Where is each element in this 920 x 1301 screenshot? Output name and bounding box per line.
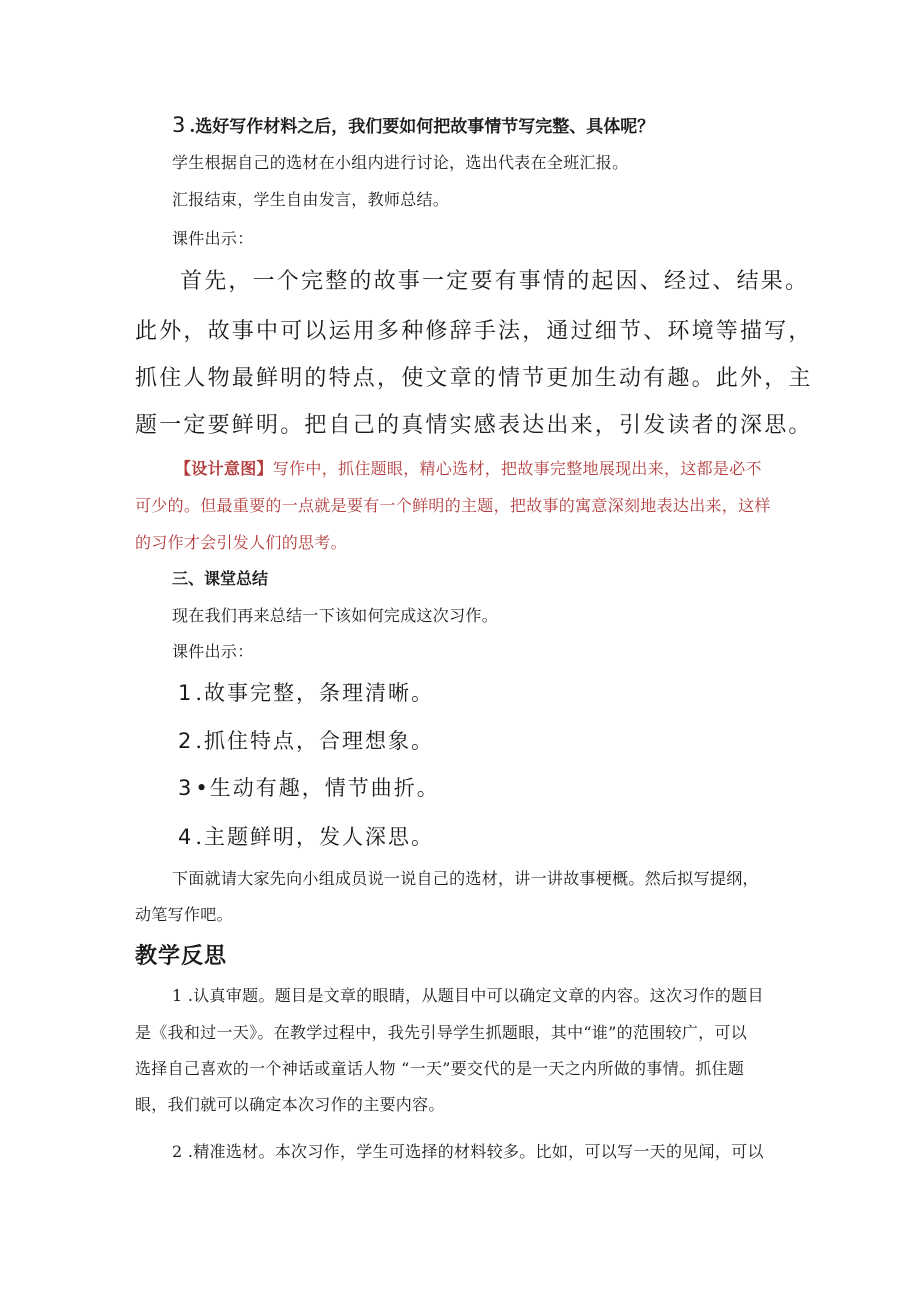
design-intent-line: 的习作才会引发人们的思考。 (135, 533, 347, 552)
paragraph: 动笔写作吧。 (135, 905, 233, 924)
paragraph: 汇报结束，学生自由发言，教师总结。 (172, 190, 450, 209)
courseware-label: 课件出示： (172, 229, 254, 248)
reflection-paragraph: 眼，我们就可以确定本次习作的主要内容。 (135, 1095, 445, 1114)
list-item-text: .主题鲜明，发人深思。 (195, 825, 435, 849)
highlight-line: 首先，一个完整的故事一定要有事情的起因、经过、结果。 (180, 269, 810, 294)
reflection-paragraph: 选择自己喜欢的一个神话或童话人物 “一天”要交代的是一天之内所做的事情。抓住题 (135, 1059, 745, 1078)
design-intent (175, 456, 762, 479)
list-item-number: 3 (178, 776, 194, 800)
design-intent-text: 写作中，抓住题眼，精心选材，把故事完整地展现出来，这都是必不 (272, 459, 762, 478)
reflection-paragraph: 2 .精准选材。本次习作，学生可选择的材料较多。比如，可以写一天的见闻，可以 (172, 1142, 764, 1161)
highlight-line: 题一定要鲜明。把自己的真情实感表达出来，引发读者的深思。 (135, 413, 813, 438)
list-item-number: 2 (178, 729, 194, 753)
design-intent-tag: 【设计意图】 (175, 459, 273, 478)
list-item-text: •生动有趣，情节曲折。 (195, 776, 440, 800)
design-intent-line: 可少的。但最重要的一点就是要有一个鲜明的主题，把故事的寓意深刻地表达出来，这样 (135, 496, 771, 515)
reflection-paragraph: 1 .认真审题。题目是文章的眼睛，从题目中可以确定文章的内容。这次习作的题目 (172, 986, 764, 1005)
paragraph: 现在我们再来总结一下该如何完成这次习作。 (172, 606, 499, 625)
reflection-paragraph: 是《我和过一天》。在教学过程中，我先引导学生抓题眼，其中“谁”的范围较广，可以 (135, 1023, 748, 1042)
section-heading: 三、课堂总结 (172, 569, 269, 588)
list-item (178, 821, 434, 851)
list-item-text: .抓住特点，合理想象。 (195, 729, 435, 753)
list-item-text: .故事完整，条理清晰。 (195, 681, 435, 705)
question-3 (172, 112, 654, 137)
list-item (178, 772, 440, 802)
courseware-label: 课件出示： (172, 642, 254, 661)
list-item (178, 725, 434, 755)
paragraph: 学生根据自己的选材在小组内进行讨论，选出代表在全班汇报。 (172, 153, 629, 172)
paragraph: 下面就请大家先向小组成员说一说自己的选材，讲一讲故事梗概。然后拟写提纲， (172, 869, 759, 888)
reflection-heading: 教学反思 (135, 943, 228, 969)
question-number: 3 (172, 113, 186, 137)
list-item-number: 1 (178, 681, 194, 705)
highlight-line: 此外，故事中可以运用多种修辞手法，通过细节、环境等描写， (135, 319, 813, 344)
list-item-number: 4 (178, 825, 194, 849)
question-text: .选好写作材料之后，我们要如何把故事情节写完整、具体呢？ (189, 117, 655, 137)
list-item (178, 677, 434, 707)
highlight-line: 抓住人物最鲜明的特点，使文章的情节更加生动有趣。此外，主 (135, 366, 813, 391)
